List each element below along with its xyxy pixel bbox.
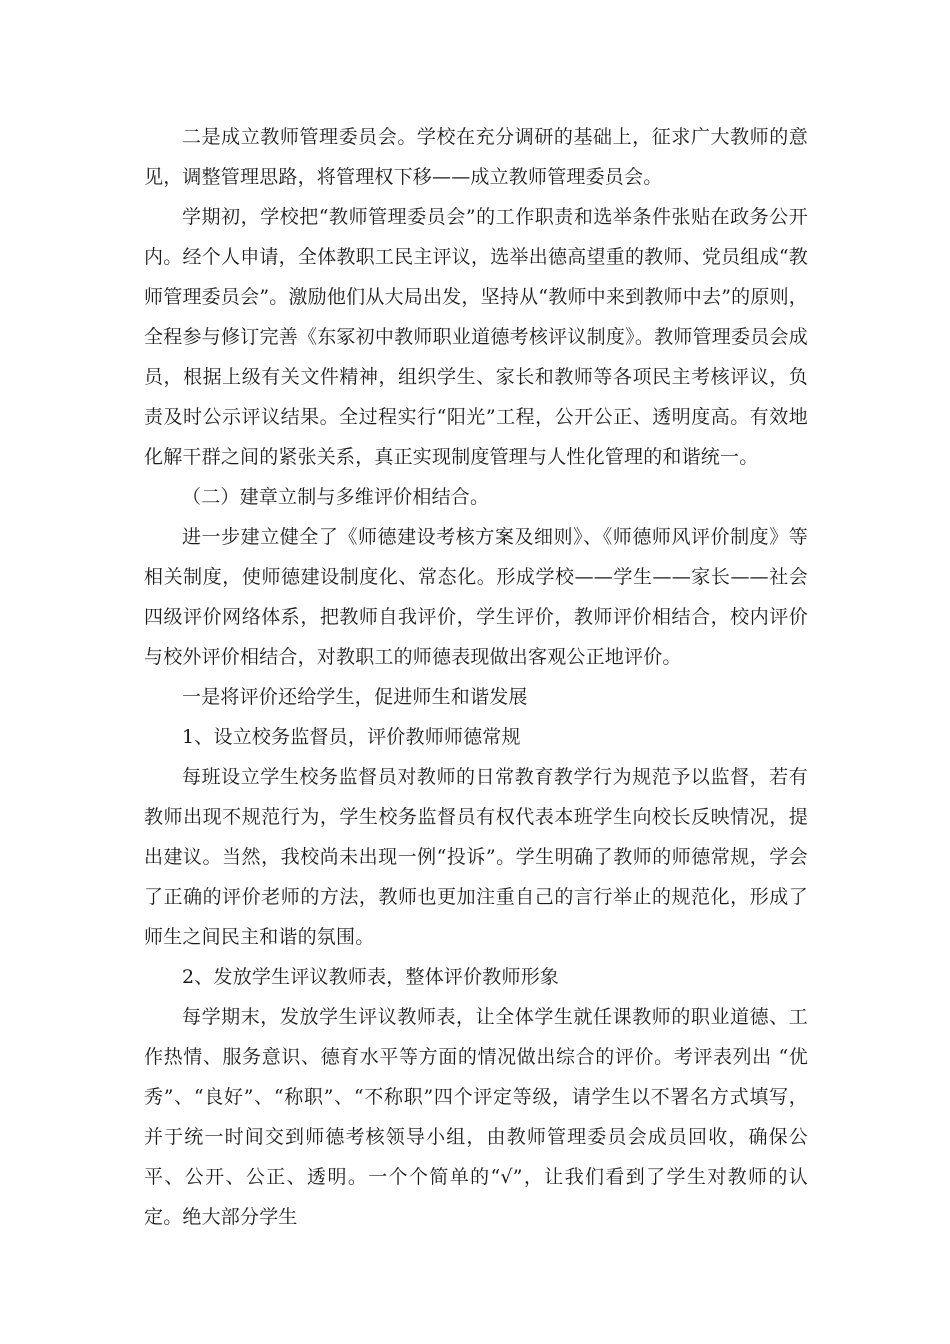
paragraph-evaluation-system: 进一步建立健全了《师德建设考核方案及细则》、《师德师风评价制度》等相关制度，使师德建设制度化、常态化。形成学校——学生——家长——社会四级评价网络体系，把教师自我评价，学生评价，教师评价相结合，校内评价与校外评价相结合，对教职工的师德表现做出客观公正地评价。 bbox=[144, 526, 808, 668]
paragraph-evaluation-form: 每学期末，发放学生评议教师表，让全体学生就任课教师的职业道德、工作热情、服务意识、德育水平等方面的情况做出综合的评价。考评表列出 “优秀”、“良好”、“称职”、“不称职”四个评定等级，请学生以不署名方式填写，并于统一时间交到师德考核领导小组，由教师管理委员会成员回收，确保公平、公开、公正、透明。一个个简单的“√”，让我们看到了学生对教师的认定。绝大部分学生 bbox=[144, 1006, 808, 1228]
item-heading-evaluation-form: 2、发放学生评议教师表，整体评价教师形象 bbox=[182, 966, 560, 988]
paragraph-committee-details: 学期初，学校把“教师管理委员会”的工作职责和选举条件张贴在政务公开内。经个人申请，全体教职工民主评议，选举出德高望重的教师、党员组成“教师管理委员会”。激励他们从大局出发，坚持从“教师中来到教师中去”的原则，全程参与修订完善《东冢初中教师职业道德考核评议制度》。教师管理委员会成员，根据上级有关文件精神，组织学生、家长和教师等各项民主考核评议，负责及时公示评议结果。全过程实行“阳光”工程，公开公正、透明度高。有效地化解干群之间的紧张关系，真正实现制度管理与人性化管理的和谐统一。 bbox=[144, 206, 808, 468]
paragraph-committee-intro: 二是成立教师管理委员会。学校在充分调研的基础上，征求广大教师的意见，调整管理思路，将管理权下移——成立教师管理委员会。 bbox=[144, 126, 808, 188]
paragraph-supervisor: 每班设立学生校务监督员对教师的日常教育教学行为规范予以监督，若有教师出现不规范行为，学生校务监督员有权代表本班学生向校长反映情况，提出建议。当然，我校尚未出现一例“投诉”。学生明确了教师的师德常规，学会了正确的评价老师的方法，教师也更加注重自己的言行举止的规范化，形成了师生之间民主和谐的氛围。 bbox=[144, 766, 808, 948]
section-heading-evaluation: （二）建章立制与多维评价相结合。 bbox=[182, 486, 490, 508]
item-heading-supervisor: 1、设立校务监督员，评价教师师德常规 bbox=[182, 726, 521, 748]
document-body bbox=[144, 117, 808, 1237]
subheading-student-evaluation: 一是将评价还给学生，促进师生和谐发展 bbox=[182, 686, 528, 708]
